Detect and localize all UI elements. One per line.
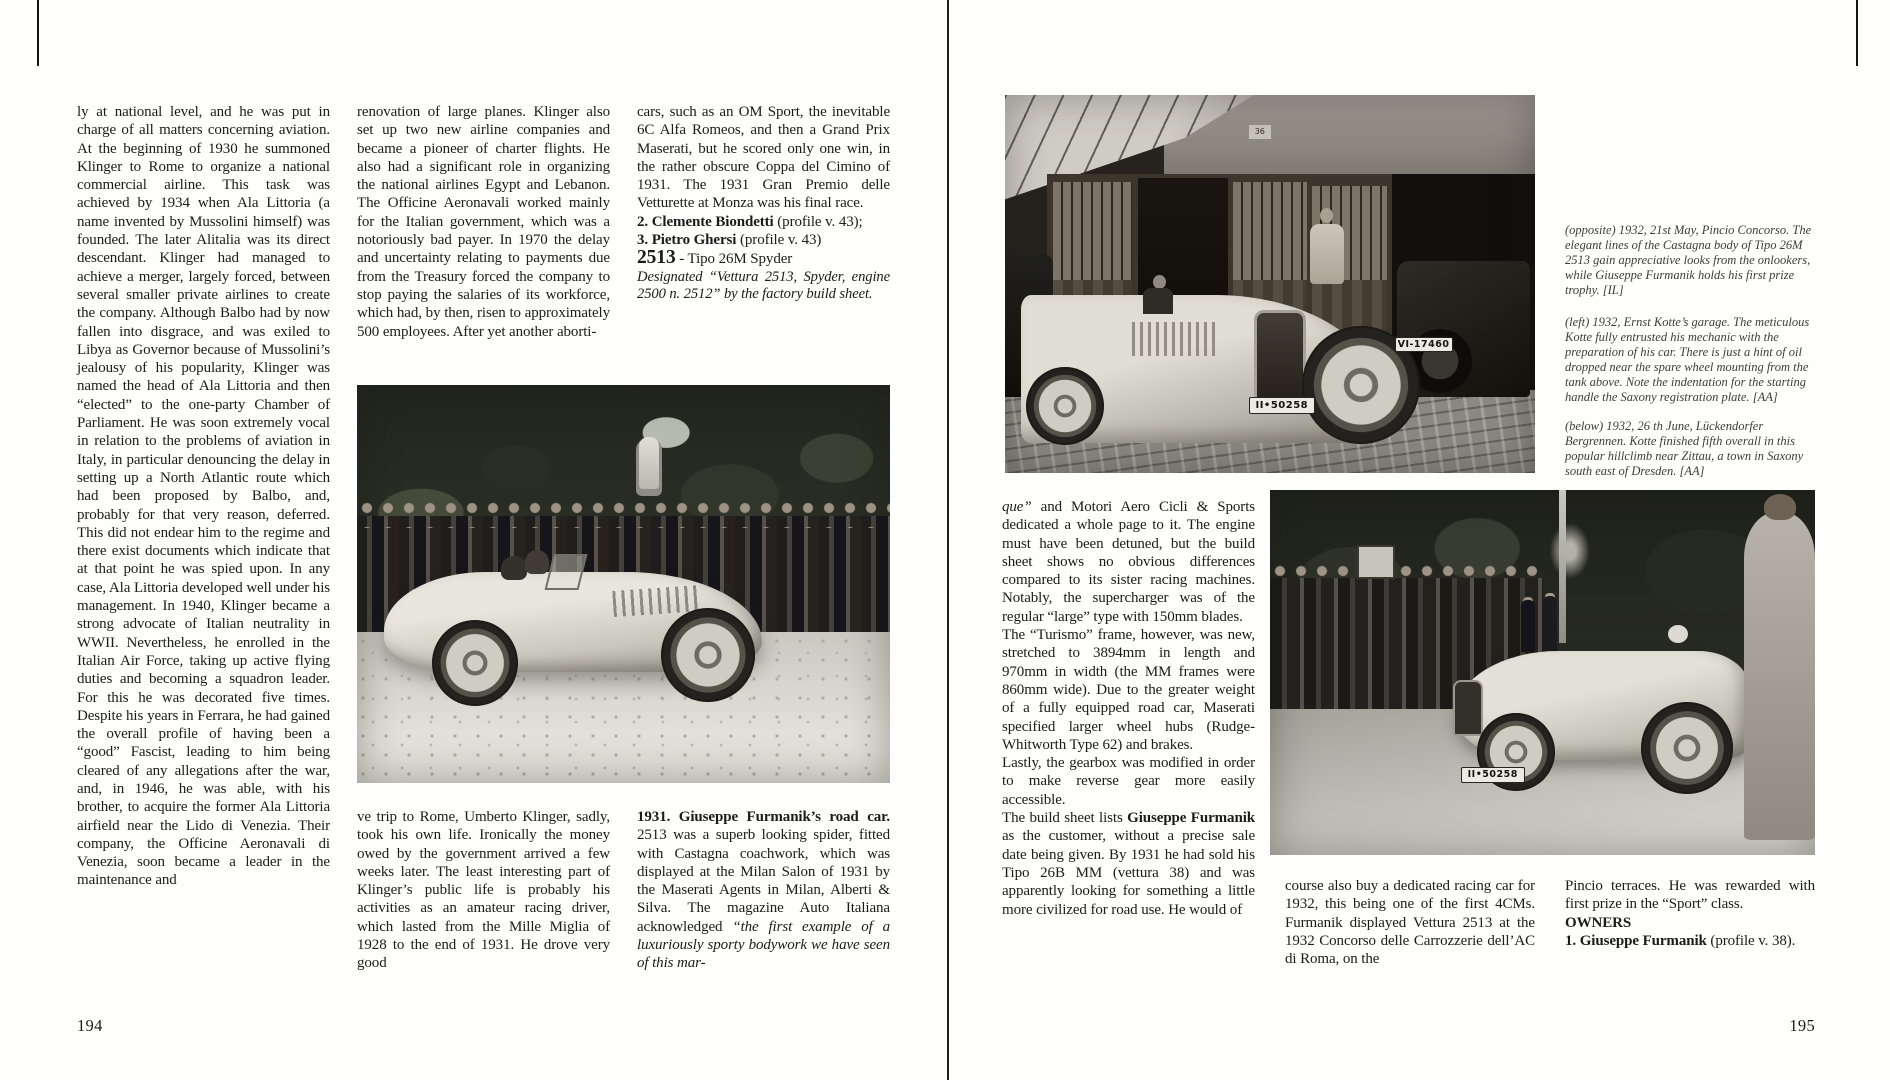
- owner-entry: [1565, 932, 1815, 950]
- body-text: and Motori Aero Cicli & Sports dedicated a whole page to it. The engine must have been detuned, but the build sheet shows no obvious differences compared to its sister racing machines. Notably, the supercharger was of the regular “large” type with 150mm blades.: [1002, 499, 1255, 625]
- wire-wheel-front: [661, 608, 755, 702]
- quote-continuation: que”: [1002, 499, 1032, 515]
- driver-entry: [637, 213, 890, 231]
- spectator-cap: [1764, 494, 1796, 520]
- license-plate: II•50258: [1249, 397, 1315, 414]
- body-text: 2513 was a superb looking spider, fitted with Castagna coachwork, which was displayed at the Milan Salon of 1931 by the Maserati Agents in Milan, Alberti & Silva. The magazine Auto Italiana acknowledged: [637, 827, 890, 935]
- driver-name: 2. Clemente Biondetti: [637, 213, 774, 230]
- statue: [639, 437, 659, 489]
- paragraph: ve trip to Rome, Umberto Klinger, sadly, took his own life. Ironically the money owed by the government arrived a few weeks later. The least interesting part of Klinger’s public life is probably his activities as an amateur racing driver, which lasted from the Mille Miglia of 1928 to the end of 1931. He drove very good: [357, 809, 610, 972]
- left-column-1: [77, 103, 330, 890]
- paragraph: [637, 808, 890, 973]
- left-column-2-top: [357, 103, 610, 341]
- driver-detail: (profile v. 43);: [773, 213, 863, 230]
- page-gutter-line: [947, 0, 949, 1080]
- paragraph: ly at national level, and he was put in charge of all matters concerning aviation. At the beginning of 1930 he summoned Klinger to Rome to organize a national commercial airline. This task was achieved by 1934 when Ala Littoria (a name invented by Mussolini himself) was founded. The later Alitalia was its direct descendant. Klinger had managed to achieve a merger, largely forced, between several smaller private airlines to create the company. Although Balbo had by now fallen into disgrace, and was exiled to Libya as Governor because of Mussolini’s jealousy of his popularity, Klinger was named the head of Ala Littoria and then “elected” to the one-party Chamber of Parliament. He was soon extremely vocal in relation to the problems of aviation in Italy, in particular denouncing the delay in setting up a North Atlantic route which had been proposed by Balbo, and, probably for that very reason, deferred. This did not endear him to the regime and there exist documents which indicate that at that point he was spied upon. In any case, Ala Littoria developed well under his management. In 1940, Klinger became a strong advocate of Italian neutrality in WWII. Nevertheless, he enrolled in the Italian Air Force, taking up active flying duties and becoming a squadron leader. For this he was decorated five times. Despite his years in Ferrara, he had gained the overall profile of having been a “good” Fascist, leading to him being cleared of any allegations after the war, and, in 1946, he was able, with his brother, to acquire the former Ala Littoria airfield near the Lido di Venezia. Their company, the Officine Aeronavali di Venezia, soon became a leader in the maintenance and: [77, 104, 330, 889]
- bonnet-louvres: [1132, 322, 1216, 356]
- photo-hillclimb: [1270, 490, 1815, 855]
- body-text: as the customer, without a precise sale date being given. By 1931 he had sold his Tipo 26B MM (vettura 38) and was apparently looking for something a little more civilized for road use. He would of: [1002, 828, 1255, 918]
- paragraph: Pincio terraces. He was rewarded with first prize in the “Sport” class.: [1565, 878, 1815, 913]
- driver-head: [1153, 275, 1166, 289]
- birch-trunk: [1559, 490, 1566, 643]
- crowd-heads: [357, 500, 890, 528]
- radiator-grille: [1453, 680, 1483, 736]
- photo-road-car: [357, 385, 890, 783]
- caption-opposite: (opposite) 1932, 21st May, Pincio Concorso. The elegant lines of the Castagna body of Tipo 26M 2513 gain appreciative looks from the onlookers, while Giuseppe Furmanik holds his first prize trophy. [IL]: [1565, 223, 1812, 297]
- right-bottom-column-right: [1565, 877, 1815, 950]
- driver-figure: [501, 556, 527, 580]
- paragraph: [1002, 809, 1255, 919]
- page-number-right: 195: [1789, 1016, 1815, 1035]
- paragraph: [1002, 498, 1255, 626]
- car-heading: [637, 249, 890, 268]
- bold-lead: 1931. Giuseppe Furmanik’s road car.: [637, 809, 890, 825]
- customer-name: Giuseppe Furmanik: [1127, 810, 1256, 827]
- radiator-grille: [1254, 310, 1306, 408]
- garage-number-sign: 36: [1249, 125, 1271, 139]
- policeman-figure: [1521, 600, 1535, 652]
- paragraph: course also buy a dedicated racing car for 1932, this being one of the first 4CMs. Furmanik displayed Vettura 2513 at the 1932 Concorso delle Carrozzerie dell’AC di Roma, on the: [1285, 878, 1535, 968]
- door-window: [1053, 182, 1133, 280]
- owners-heading-text: OWNERS: [1565, 914, 1632, 931]
- owner-detail: (profile v. 38).: [1706, 932, 1796, 949]
- crowd-heads: [1270, 563, 1543, 589]
- caption-left: (left) 1932, Ernst Kotte’s garage. The meticulous Kotte fully entrusted his mechanic with the preparation of his car. There is just a hint of oil dropped near the spare wheel mounting from the tank above. Note the indentation for the starting handle the Saxony registration plate. [AA]: [1565, 315, 1810, 404]
- build-sheet-note: Designated “Vettura 2513, Spyder, engine 2500 n. 2512” by the factory build sheet.: [637, 268, 890, 303]
- left-column-2-bottom: [357, 808, 610, 973]
- driver-name: 3. Pietro Ghersi: [637, 232, 737, 249]
- driver-helmet: [1668, 625, 1688, 643]
- owner-name: 1. Giuseppe Furmanik: [1565, 932, 1707, 949]
- owners-heading: [1565, 914, 1815, 932]
- paragraph: The “Turismo” frame, however, was new, stretched to 3894mm in length and 970mm in width (the MM frames were 860mm wide). Due to the greater weight of a fully equipped road car, Maserati specified larger wheel hubs (Rudge-Whitworth Type 62) and brakes.: [1002, 627, 1255, 753]
- crop-mark-right: [1856, 0, 1858, 66]
- crop-mark-left: [37, 0, 39, 66]
- trackside-sign: [1357, 545, 1395, 579]
- license-plate: VI-17460: [1395, 337, 1453, 352]
- paragraph: cars, such as an OM Sport, the inevitable 6C Alfa Romeos, and then a Grand Prix Maserati, but he scored only one win, in the rather obscure Coppa del Cimino of 1931. The 1931 Gran Premio delle Vetturette at Monza was his final race.: [637, 104, 890, 212]
- wire-wheel-rear: [432, 620, 518, 706]
- chassis-number: 2513: [637, 247, 676, 269]
- right-main-column: [1002, 498, 1255, 919]
- right-bottom-column-left: [1285, 877, 1535, 968]
- driver-figure: [1143, 288, 1173, 314]
- mechanic-figure: [1310, 224, 1344, 284]
- paragraph: Lastly, the gearbox was modified in order to make reverse gear more easily accessible.: [1002, 755, 1255, 808]
- car-heading-title: - Tipo 26M Spyder: [675, 251, 793, 268]
- wire-wheel-rear: [1641, 702, 1733, 794]
- page-number-left: 194: [77, 1016, 103, 1035]
- photo-garage: [1005, 95, 1535, 473]
- paragraph: renovation of large planes. Klinger also set up two new airline companies and became a pioneer of charter flights. He also had a significant role in organizing the national airlines Egypt and Lebanon. The Officine Aeronavali worked mainly for the Italian government, which was a notoriously bad payer. In 1970 the delay and uncertainty relating to payments due from the Treasury forced the company to stop paying the salaries of its workforce, which had, by then, risen to approximately 500 employees. After yet another aborti-: [357, 104, 610, 340]
- foreground-spectator: [1744, 512, 1815, 841]
- passenger-figure: [525, 550, 549, 574]
- wire-wheel-rear: [1026, 367, 1104, 445]
- magazine-quote: “the first example of a luxuriously sporty bodywork we have seen of this mar-: [637, 918, 890, 972]
- caption-below: (below) 1932, 26 th June, Lückendorfer Bergrennen. Kotte finished fifth overall in this popular hillclimb near Zittau, a town in Saxony south east of Dresden. [AA]: [1565, 419, 1804, 478]
- door-window: [1233, 182, 1307, 280]
- left-column-3-top: [637, 103, 890, 304]
- left-column-3-bottom: [637, 808, 890, 973]
- policeman-figure: [1543, 596, 1557, 651]
- body-text: The build sheet lists: [1002, 810, 1128, 827]
- driver-detail: (profile v. 43): [736, 232, 822, 249]
- license-plate: II•50258: [1461, 767, 1525, 783]
